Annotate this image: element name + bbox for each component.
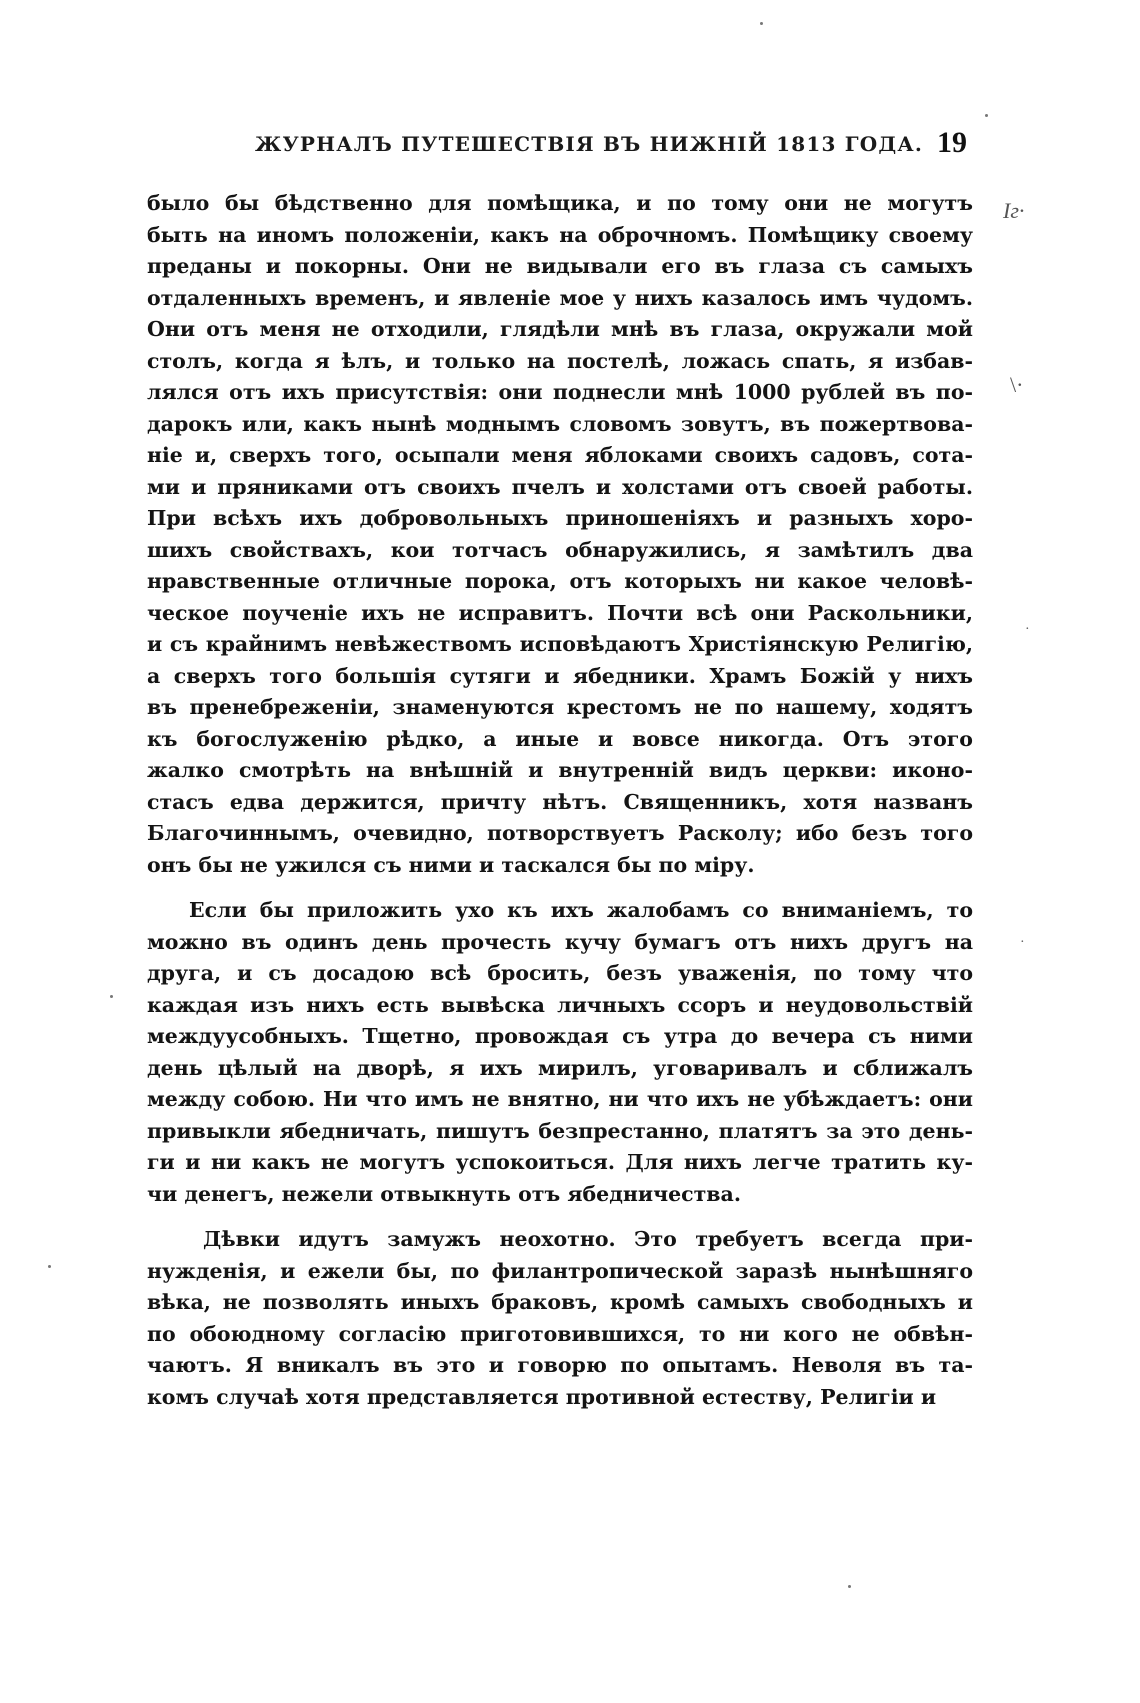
text-line: по обоюдному согласію приготовившихся, то ни кого не обвѣн-	[147, 1321, 973, 1346]
margin-note: \·	[1010, 372, 1024, 397]
paper-speck	[848, 1585, 851, 1588]
text-line: лялся отъ ихъ присутствія: они поднесли мнѣ 1000 рублей въ по-	[147, 380, 973, 404]
paragraph-gap	[147, 1210, 973, 1224]
text-line: комъ случаѣ хотя представляется противной естеству, Религіи и	[147, 1384, 937, 1409]
text-line: онъ бы не ужился съ ними и таскался бы по міру.	[147, 852, 755, 877]
text-line: друга, и съ досадою всѣ бросить, безъ уваженія, по тому что	[147, 961, 973, 985]
text-line: каждая изъ нихъ есть вывѣска личныхъ ссоръ и неудовольствій	[147, 992, 973, 1017]
text-line: между собою. Ни что имъ не внятно, ни что ихъ не убѣждаетъ: они	[147, 1087, 973, 1111]
text-line: чи денегъ, нежели отвыкнуть отъ ябедничества.	[147, 1181, 741, 1206]
paragraph	[147, 188, 973, 881]
text-line: вѣка, не позволять иныхъ браковъ, кромѣ самыхъ свободныхъ и	[147, 1290, 973, 1314]
margin-note: Іг·	[1003, 198, 1025, 223]
margin-note: ·	[1025, 622, 1030, 637]
paragraph	[147, 895, 973, 1210]
text-line: Благочиннымъ, очевидно, потворствуетъ Расколу; ибо безъ того	[147, 821, 973, 845]
text-line: шихъ свойствахъ, кои тотчасъ обнаружились, я замѣтилъ два	[147, 537, 973, 562]
paper-speck	[760, 22, 763, 25]
page-header	[245, 128, 975, 164]
page-number: 19	[937, 126, 967, 159]
text-line: междуусобныхъ. Тщетно, провождая съ утра до вечера съ ними	[147, 1024, 973, 1048]
text-line: а сверхъ того большія сутяги и ябедники. Храмъ Божій у нихъ	[147, 663, 973, 688]
text-line: стасъ едва держится, причту нѣтъ. Священникъ, хотя названъ	[147, 789, 973, 814]
text-line: быть на иномъ положеніи, какъ на оброчномъ. Помѣщику своему	[147, 222, 973, 247]
text-line: чаютъ. Я вникалъ въ это и говорю по опытамъ. Неволя въ та-	[147, 1353, 973, 1377]
text-line: ги и ни какъ не могутъ успокоиться. Для нихъ легче тратить ку-	[147, 1150, 973, 1174]
paper-speck	[985, 114, 988, 117]
margin-note: ·	[1020, 935, 1025, 950]
text-line: ніе и, сверхъ того, осыпали меня яблоками своихъ садовъ, сота-	[147, 443, 973, 467]
text-line: и съ крайнимъ невѣжествомъ исповѣдаютъ Христіянскую Религію,	[147, 632, 973, 656]
text-line: Дѣвки идутъ замужъ неохотно. Это требуетъ всегда при-	[203, 1227, 973, 1251]
text-line: къ богослуженію рѣдко, а иные и вовсе никогда. Отъ этого	[147, 726, 973, 751]
text-line: столъ, когда я ѣлъ, и только на постелѣ, ложась спать, я избав-	[147, 348, 973, 373]
paper-speck	[110, 995, 113, 998]
paper-speck	[48, 1265, 51, 1268]
text-line: При всѣхъ ихъ добровольныхъ приношеніяхъ и разныхъ хоро-	[147, 506, 973, 530]
text-line: Они отъ меня не отходили, глядѣли мнѣ въ глаза, окружали мой	[147, 317, 973, 341]
running-title: ЖУРНАЛЪ ПУТЕШЕСТВІЯ ВЪ НИЖНІЙ 1813 ГОДА.	[255, 132, 924, 156]
text-line: дарокъ или, какъ нынѣ моднымъ словомъ зовутъ, въ пожертвова-	[147, 411, 973, 436]
paragraph	[147, 1224, 973, 1413]
text-line: нравственные отличные порока, отъ которыхъ ни какое человѣ-	[147, 569, 973, 593]
text-line: было бы бѣдственно для помѣщика, и по тому они не могутъ	[147, 191, 973, 215]
text-line: ми и пряниками отъ своихъ пчелъ и холстами отъ своей работы.	[147, 474, 973, 499]
text-line: преданы и покорны. Они не видывали его въ глаза съ самыхъ	[147, 254, 973, 278]
text-line: Если бы приложить ухо къ ихъ жалобамъ со вниманіемъ, то	[189, 898, 973, 922]
paragraph-gap	[147, 881, 973, 895]
text-line: день цѣлый на дворѣ, я ихъ мирилъ, уговаривалъ и сближалъ	[147, 1055, 973, 1080]
text-line: привыкли ябедничать, пишутъ безпрестанно, платятъ за это день-	[147, 1118, 973, 1143]
text-line: въ пренебреженіи, знаменуются крестомъ не по нашему, ходятъ	[147, 695, 973, 719]
text-line: жалко смотрѣть на внѣшній и внутренній видъ церкви: иконо-	[147, 758, 973, 782]
text-line: отдаленныхъ временъ, и явленіе мое у нихъ казалось имъ чудомъ.	[147, 285, 973, 310]
text-line: можно въ одинъ день прочесть кучу бумагъ отъ нихъ другъ на	[147, 929, 973, 954]
text-line: нужденія, и ежели бы, по филантропической заразѣ нынѣшняго	[147, 1258, 973, 1283]
text-line: ческое поученіе ихъ не исправитъ. Почти всѣ они Раскольники,	[147, 600, 973, 625]
body-text	[147, 188, 973, 1413]
